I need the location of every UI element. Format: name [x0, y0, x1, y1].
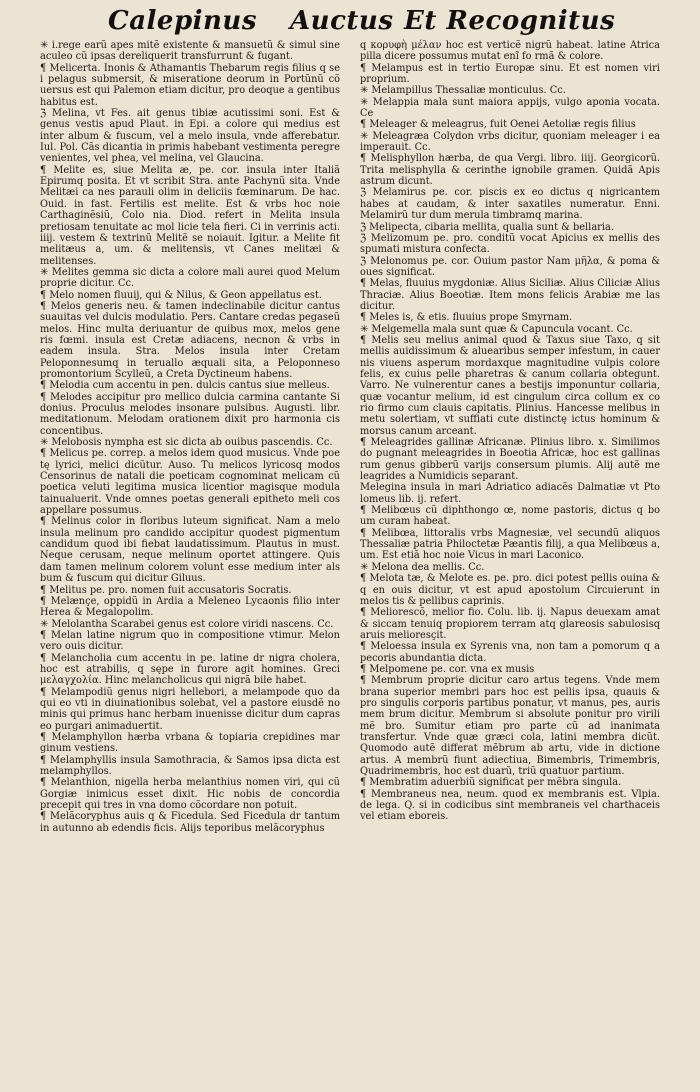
dictionary-entry: ¶ Melibœus cũ diphthongo œ, nome pastoris, dictus q bo um curam habeat.: [360, 505, 660, 528]
dictionary-entry: ✳ Melolantha Scarabei genus est colore viridi nascens. Cc.: [40, 618, 334, 630]
dictionary-entry: ¶ Membrum proprie dicitur caro artus tegens. Vnde mem brana superior membri pars hoc est pellis ipsa, quauis & pro singulis corporis partibus ponatur, vt manus, pes, auris mem brum dicitur. Membrum si absolute ponitur pro virili mẽ bro. Sumitur etiam pro parte cũ ad inanimata transfertur. Vnde quæ græci cola, latini membra dicũt. Quomodo autẽ differat mẽbrum ab artu, vide in dictione artus. A membrũ fiunt adiectiua, Bimembris, Trimembris, Quadrimembris, hoc est duarũ, triũ quatuor partium.: [360, 675, 660, 777]
dictionary-entry: ¶ Melibœa, littoralis vrbs Magnesiæ, vel secundũ aliquos Thessaliæ patria Philoctetæ Pæantis filij, a qua Melibœus a, um. Est etiã hoc noie Vicus in mari Laconico.: [360, 527, 660, 562]
dictionary-entry: ¶ Melan latine nigrum quo in compositione vtimur. Melon vero ouis dicitur.: [40, 629, 340, 653]
dictionary-entry: ¶ Melite es, siue Melita æ, pe. cor. insula inter Italiã Epirumq posita. Et vt scribit Stra. ante Pachynũ sita. Vnde Melitæi ca nes parauli olim in deliciis fœminarum. De hac. Ouid. in fast. Fertilis est melite. Est & vrbs hoc noie Carthaginẽsiũ, Colo nia. Diod. refert in Melita insula pretiosam tenuitate ac mol licie tela fieri. Ci in verrinis acti. iiij. vestem & textrinũ Melitẽ se noiauit. Igitur. a Melite fit melitæus a, um. & melitensis, vt Canes melitæi & melitenses.: [40, 164, 340, 267]
dictionary-entry: ¶ Melodes accipitur pro mellico dulcia carmina cantante Si donius. Proculus melodes insonare pulsibus. Augusti. libr. meditationum. Melodam orationem dixit pro harmonia cis concentibus.: [40, 391, 340, 437]
dictionary-entry: ¶ Meles is, & etis. fluuius prope Smyrnam.: [360, 312, 573, 324]
dictionary-entry: ¶ Melo nomen fluuij, qui & Nilus, & Geon appellatus est.: [40, 289, 322, 301]
running-header: [0, 6, 700, 42]
dictionary-entry: ¶ Melota tæ, & Melote es. pe. pro. dici potest pellis ouina & q en ouis dicitur, vt est apud apostolum Circuierunt in melos tis & pellibus caprinis.: [360, 573, 660, 607]
header-word-3: Et Recognitus: [404, 6, 616, 36]
dictionary-entry: ✳ Melobosis nympha est sic dicta ab ouibus pascendis. Cc.: [40, 437, 333, 449]
dictionary-entry: ℨ Melipecta, cibaria mellita, qualia sunt & bellaria.: [360, 221, 614, 233]
dictionary-entry: ¶ Melinus color in floribus luteum significat. Nam a melo insula melinum pro candido accipitur quodest pigmentum candidum quod ibi fiebat laudatissimum. Plautus in must. Neque cerusam, neque melinum oportet attingere. Quis dam tamen melinum colorem volunt esse medium inter als bum & fuscum qui dicitur Giluus.: [40, 516, 340, 585]
dictionary-entry: ¶ Melicerta. Inonis & Athamantis Thebarum regis filius q se i pelagus submersit, & miseratione deorum in Portũnũ cõ uersus est qui Palemon etiam dicitur, pro deoque a gentibus habitus est.: [40, 62, 340, 108]
dictionary-entry: ¶ Melanthion, nigella herba melanthius nomen viri, qui cũ Gorgiæ inimicus esset dixit. Hic nobis de concordia precepit qui tres in vna domo cõcordare non potuit.: [40, 777, 340, 812]
dictionary-entry: Melegina insula in mari Adriatico adiacẽs Dalmatiæ vt Pto lomeus lib. ij. refert.: [360, 482, 660, 505]
dictionary-entry: ¶ Melamphyllon hærba vrbana & topiaria crepidines mar ginum vestiens.: [40, 731, 340, 755]
dictionary-entry: ✳ Melites gemma sic dicta a colore mali aurei quod Melum proprie dicitur. Cc.: [40, 266, 340, 290]
dictionary-entry: ¶ Meloessa insula ex Syrenis vna, non tam a pomorum q a pecoris abundantia dicta.: [360, 641, 660, 664]
dictionary-entry: ¶ Meleagrides gallinæ Africanæ. Plinius libro. x. Similimos do pugnant meleagrides in Boeotia Africæ, hoc est gallinas rum genus gibberũ varijs consersum plumis. Alij autẽ me leagrides a Numidicis separant.: [360, 437, 660, 483]
dictionary-entry: ✳ i.rege earũ apes mitẽ existente & mansuetũ & simul sine aculeo cũ ipsas dereliquerit transfurrunt & fugant.: [40, 40, 340, 63]
dictionary-entry: ¶ Membratim aduerbiũ significat per mẽbra singula.: [360, 777, 622, 789]
dictionary-entry: ¶ Melampodiũ genus nigri hellebori, a melampode quo da qui eo vti in diuinationibus solebat, vel a pastore eiusdẽ no minis qui primus hanc herbam inuenisse dicitur dum capras eo purgari animaduertit.: [40, 686, 340, 732]
header-word-2: Auctus: [290, 6, 394, 36]
dictionary-entry: ℨ Melamirus pe. cor. piscis ex eo dictus q nigricantem habes at caudam, & inter saxatiles numeratur. Enni. Melamirũ tur dum merula timbramq marina.: [360, 187, 660, 222]
dictionary-entry: ℨ Melonomus pe. cor. Ouium pastor Nam μῆλα, & poma & oues significat.: [360, 255, 660, 278]
dictionary-entry: ℨ Melina, vt Fes. ait genus tibiæ acutissimi soni. Est & genus vestis apud Plaut. in Epi. a colore qui medius est inter album & fuscum, vel a melo insula, vnde afferebatur. Iul. Pol. Cãs dicantia in primis habebant vestimenta peregre venientes, vel phea, vel melina, vel Glaucina.: [40, 108, 340, 165]
left-column: [40, 40, 340, 834]
dictionary-entry: ¶ Melas, fluuius mygdoniæ. Alius Siciliæ. Alius Ciliciæ Alius Thraciæ. Alius Boeotiæ. Item mons felicis Arabiæ me las dicitur.: [360, 278, 660, 312]
header-word-1: Calepinus: [108, 6, 257, 36]
dictionary-entry: ✳ Meleagræa Colydon vrbs dicitur, quoniam meleager i ea imperauit. Cc.: [360, 130, 660, 154]
dictionary-entry: ¶ Melicus pe. correp. a melos idem quod musicus. Vnde poe tę lyrici, melici dicũtur. Auso. Tu melicos lyricosq modos Censorinus de natali die poeticam cognominat melicam cũ poetica veluti legitima musica licentior magisque modula tainualuerit. Vnde omnes poetas generali epitheto meli cos appellare possumus.: [40, 448, 340, 517]
dictionary-entry: ¶ Melis seu melius animal quod & Taxus siue Taxo, q sit mellis auidissimum & aluearibus semper infestum, in cauer nis viuens asperum mordaxque magnitudine vulpis colore felis, ex cuius pelle pharetras & canum collaria obtegunt. Varro. Ne vulnerentur canes a bestijs imponuntur collaria, quæ vocantur melium, id est cingulum circa collum ex co rio firmo cum clauis capitatis. Plinius. Hancesse melibus in metu solertiam, vt suffiati cute distinctę ictus hominum & morsus canum arceant.: [360, 334, 660, 437]
dictionary-entry: ¶ Melisphyllon hærba, de qua Vergi. libro. iiij. Georgicorũ. Trita melisphylla & cerinthe ignobile gramen. Quidã Apis astrum dicunt.: [360, 153, 660, 188]
dictionary-entry: ¶ Melos generis neu. & tamen indeclinabile dicitur cantus suauitas vel dulcis modulatio. Pers. Cantare credas pegaseũ melos. Hinc multa deriuantur de quibus mox, melos gene ris fœmi. insula est Cretæ adiacens, necnon & vrbs in eadem insula. Stra. Melos insula inter Cretam Peloponnesumq in teruallo æquali sita, a Peloponneso promontorium Scylleũ, a Creta Dyctineum habens.: [40, 300, 340, 380]
dictionary-entry: ¶ Melpomene pe. cor. vna ex musis: [360, 663, 535, 675]
dictionary-entry: ¶ Melampus est in tertio Europæ sinu. Et est nomen viri proprium.: [360, 62, 660, 86]
right-column: [360, 40, 660, 823]
dictionary-entry: ¶ Melãcoryphus auis q & Ficedula. Sed Ficedula dr tantum in autunno ab edendis ficis. Alijs teporibus melãcoryphus: [40, 811, 340, 834]
dictionary-entry: ¶ Melitus pe. pro. nomen fuit accusatoris Socratis.: [40, 584, 292, 596]
dictionary-entry: ✳ Melampillus Thessaliæ monticulus. Cc.: [360, 85, 566, 97]
dictionary-entry: ¶ Melænçe, oppidũ in Ardia a Meleneo Lycaonis filio inter Herea & Megalopolim.: [40, 595, 340, 619]
dictionary-entry: ¶ Melancholia cum accentu in pe. latine dr nigra cholera, hoc est atrabilis, q sępe in furore agit homines. Greci μελαγχολία. Hinc melancholicus qui nigrã bile habet.: [40, 652, 340, 687]
dictionary-entry: ¶ Melamphyllis insula Samothracia, & Samos ipsa dicta est melamphyllos.: [40, 754, 340, 777]
dictionary-entry: q κορυφὴ μέλαν hoc est verticẽ nigrũ habeat. latine Atrica pilla dicere possumus mutat enĩ fo rmã & colore.: [360, 40, 660, 63]
dictionary-entry: ¶ Meliorescõ, melior fio. Colu. lib. ij. Napus deuexam amat & siccam tenuiq propiorem terram atq glareosis sabulosisq aruis melioresçit.: [360, 607, 660, 641]
dictionary-entry: ✳ Melona dea mellis. Cc.: [360, 561, 485, 573]
dictionary-entry: ✳ Melappia mala sunt maiora appijs, vulgo aponia vocata. Ce: [360, 96, 660, 120]
dictionary-entry: ¶ Melodia cum accentu in pen. dulcis cantus siue melleus.: [40, 380, 330, 392]
dictionary-entry: ¶ Membraneus nea, neum. quod ex membranis est. Vlpia. de lega. Q. si in codicibus sint membraneis vel charthaceis vel etiam eboreis.: [360, 788, 660, 823]
dictionary-entry: ℨ Melizomum pe. pro. conditũ vocat Apicius ex mellis des spumati mistura confecta.: [360, 232, 660, 256]
dictionary-entry: ¶ Meleager & meleagrus, fuit Oenei Aetoliæ regis filius: [360, 119, 636, 131]
dictionary-entry: ✳ Melgemella mala sunt quæ & Capuncula vocant. Cc.: [360, 323, 633, 335]
